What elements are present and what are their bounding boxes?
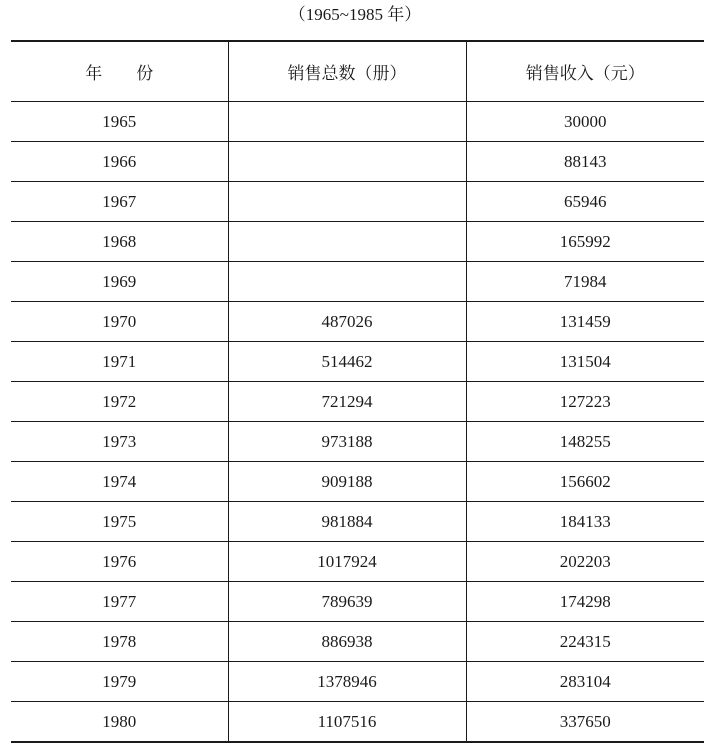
table-row — [11, 102, 704, 142]
table-row — [11, 462, 704, 502]
cell-total-sales — [228, 142, 466, 182]
cell-total-sales: 1107516 — [228, 702, 466, 743]
cell-year: 1971 — [11, 342, 228, 382]
cell-year: 1974 — [11, 462, 228, 502]
table-row — [11, 222, 704, 262]
cell-total-sales: 973188 — [228, 422, 466, 462]
table-row — [11, 142, 704, 182]
cell-sales-revenue: 165992 — [466, 222, 704, 262]
cell-sales-revenue: 202203 — [466, 542, 704, 582]
cell-year: 1980 — [11, 702, 228, 743]
cell-total-sales: 1378946 — [228, 662, 466, 702]
cell-sales-revenue: 131459 — [466, 302, 704, 342]
table-subtitle: （1965~1985 年） — [288, 5, 422, 24]
table-row — [11, 342, 704, 382]
table-row — [11, 182, 704, 222]
header-total-sales: 销售总数（册） — [228, 41, 466, 102]
table-row — [11, 502, 704, 542]
cell-year: 1978 — [11, 622, 228, 662]
header-year: 年 份 — [11, 41, 228, 102]
sales-table — [11, 40, 704, 743]
cell-year: 1976 — [11, 542, 228, 582]
cell-total-sales: 721294 — [228, 382, 466, 422]
cell-sales-revenue: 148255 — [466, 422, 704, 462]
cell-sales-revenue: 127223 — [466, 382, 704, 422]
cell-sales-revenue: 224315 — [466, 622, 704, 662]
cell-total-sales — [228, 102, 466, 142]
cell-year: 1972 — [11, 382, 228, 422]
cell-year: 1966 — [11, 142, 228, 182]
table-row — [11, 702, 704, 743]
cell-year: 1977 — [11, 582, 228, 622]
table-row — [11, 582, 704, 622]
cell-year: 1967 — [11, 182, 228, 222]
cell-total-sales: 514462 — [228, 342, 466, 382]
cell-sales-revenue: 156602 — [466, 462, 704, 502]
cell-total-sales — [228, 222, 466, 262]
table-row — [11, 262, 704, 302]
cell-year: 1973 — [11, 422, 228, 462]
header-sales-revenue: 销售收入（元） — [466, 41, 704, 102]
cell-total-sales — [228, 182, 466, 222]
cell-year: 1965 — [11, 102, 228, 142]
cell-year: 1968 — [11, 222, 228, 262]
cell-total-sales: 909188 — [228, 462, 466, 502]
cell-total-sales: 981884 — [228, 502, 466, 542]
table-row — [11, 622, 704, 662]
cell-year: 1975 — [11, 502, 228, 542]
table-header — [11, 41, 704, 102]
table-body — [11, 102, 704, 743]
cell-sales-revenue: 131504 — [466, 342, 704, 382]
table-row — [11, 302, 704, 342]
cell-sales-revenue: 88143 — [466, 142, 704, 182]
cell-year: 1979 — [11, 662, 228, 702]
table-row — [11, 382, 704, 422]
cell-sales-revenue: 283104 — [466, 662, 704, 702]
cell-year: 1970 — [11, 302, 228, 342]
table-row — [11, 422, 704, 462]
cell-sales-revenue: 30000 — [466, 102, 704, 142]
cell-total-sales: 886938 — [228, 622, 466, 662]
table-row — [11, 542, 704, 582]
cell-total-sales: 487026 — [228, 302, 466, 342]
header-row — [11, 41, 704, 102]
cell-sales-revenue: 337650 — [466, 702, 704, 743]
cell-total-sales: 789639 — [228, 582, 466, 622]
cell-year: 1969 — [11, 262, 228, 302]
cell-total-sales — [228, 262, 466, 302]
table-row — [11, 662, 704, 702]
cell-sales-revenue: 65946 — [466, 182, 704, 222]
cell-sales-revenue: 71984 — [466, 262, 704, 302]
cell-total-sales: 1017924 — [228, 542, 466, 582]
cell-sales-revenue: 184133 — [466, 502, 704, 542]
cell-sales-revenue: 174298 — [466, 582, 704, 622]
